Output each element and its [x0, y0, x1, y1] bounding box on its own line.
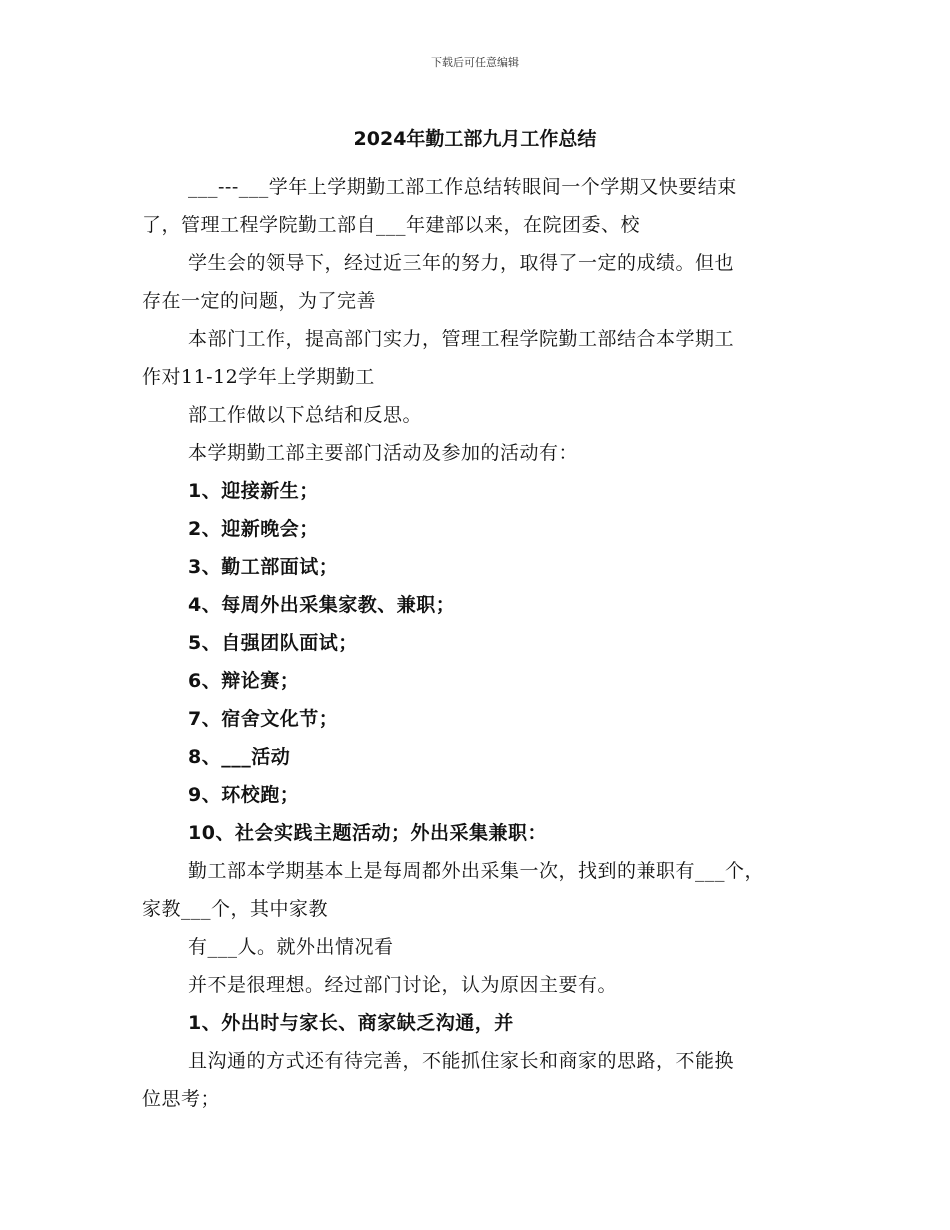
- activity-item: 7、宿舍文化节；: [188, 708, 339, 730]
- paragraph-line: 学生会的领导下，经过近三年的努力，取得了一定的成绩。但也: [188, 252, 735, 274]
- activity-item: 10、社会实践主题活动；外出采集兼职：: [188, 822, 547, 844]
- paragraph-line: 本学期勤工部主要部门活动及参加的活动有：: [188, 442, 579, 464]
- activity-item: 2、迎新晚会；: [188, 518, 319, 540]
- activity-item: 5、自强团队面试；: [188, 632, 358, 654]
- paragraph-line: 且沟通的方式还有待完善，不能抓住家长和商家的思路，不能换: [188, 1050, 735, 1072]
- document-title: 2024年勤工部九月工作总结: [353, 128, 597, 150]
- paragraph-line: ___---___学年上学期勤工部工作总结转眼间一个学期又快要结束: [188, 176, 737, 198]
- paragraph-line: 位思考；: [142, 1088, 221, 1110]
- paragraph-line: 本部门工作，提高部门实力，管理工程学院勤工部结合本学期工: [188, 328, 735, 350]
- activity-item: 3、勤工部面试；: [188, 556, 339, 578]
- document-body: [142, 168, 812, 1118]
- paragraph-line: 勤工部本学期基本上是每周都外出采集一次，找到的兼职有___个，: [188, 860, 765, 882]
- paragraph-line: 有___人。就外出情况看: [188, 936, 394, 958]
- reason-item: 1、外出时与家长、商家缺乏沟通，并: [188, 1012, 514, 1034]
- paragraph-line: 部工作做以下总结和反思。: [188, 404, 423, 426]
- activity-item: 4、每周外出采集家教、兼职；: [188, 594, 456, 616]
- header-note: 下载后可任意编辑: [431, 56, 519, 69]
- activity-item: 1、迎接新生；: [188, 480, 319, 502]
- paragraph-line: 并不是很理想。经过部门讨论，认为原因主要有。: [188, 974, 618, 996]
- activity-item: 9、环校跑；: [188, 784, 300, 806]
- activity-item: 6、辩论赛；: [188, 670, 300, 692]
- paragraph-line: 家教___个，其中家教: [142, 898, 329, 920]
- activity-item: 8、___活动: [188, 746, 291, 768]
- paragraph-line: 存在一定的问题，为了完善: [142, 290, 377, 312]
- paragraph-line: 了，管理工程学院勤工部自___年建部以来，在院团委、校: [142, 214, 641, 236]
- paragraph-line: 作对11-12学年上学期勤工: [142, 366, 375, 388]
